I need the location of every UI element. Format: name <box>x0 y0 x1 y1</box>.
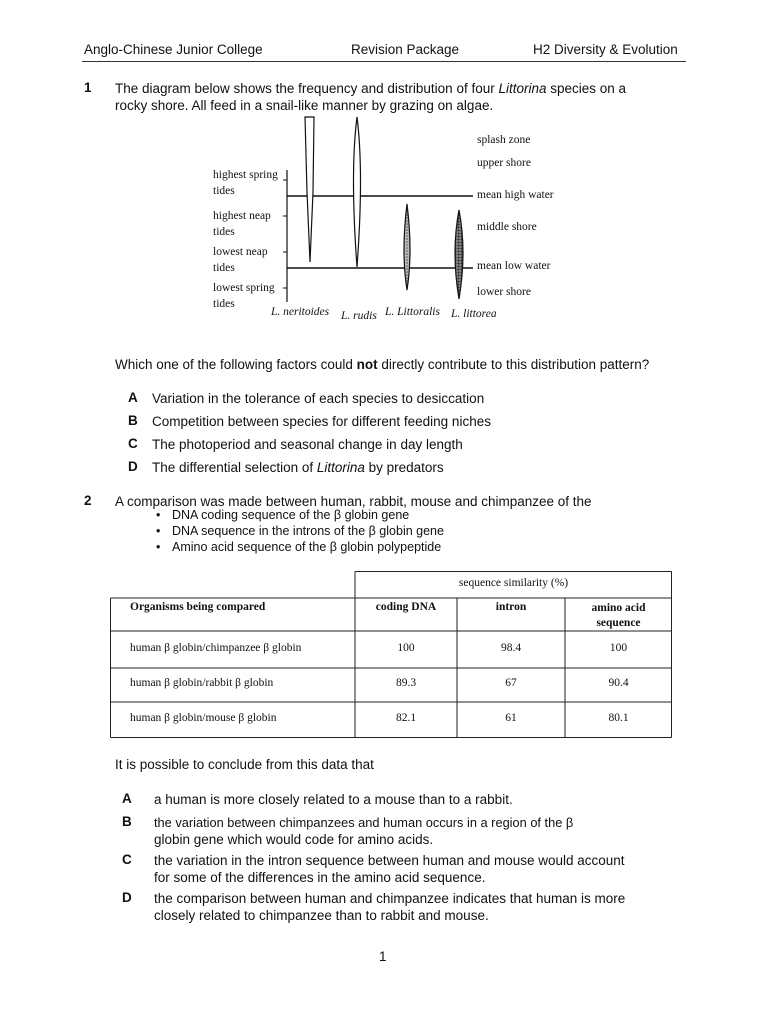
q2-option-d-text[interactable] <box>154 890 684 924</box>
q2-option-d-letter[interactable]: D <box>122 890 132 905</box>
littoralis-distribution <box>404 204 410 290</box>
q2-bullet-2: DNA sequence in the introns of the β globin gene <box>172 524 444 538</box>
label-highest-spring-2: tides <box>213 185 235 197</box>
q1-intro <box>115 80 675 114</box>
label-mean-high-water: mean high water <box>477 189 554 201</box>
label-highest-neap-2: tides <box>213 226 235 238</box>
label-lowest-neap <box>213 246 268 275</box>
q2-option-d-line2: closely related to chimpanzee than to rabbit and mouse. <box>154 908 489 923</box>
label-mean-low-water: mean low water <box>477 260 551 272</box>
q2-bullet-2-dot: • <box>156 524 161 538</box>
table-row-3-pair: human β globin/mouse β globin <box>130 712 277 724</box>
label-lower-shore: lower shore <box>477 286 531 298</box>
header-package: Revision Package <box>351 42 460 57</box>
littorea-distribution <box>455 210 463 299</box>
q1-number: 1 <box>84 80 92 95</box>
q1-option-c-text[interactable]: The photoperiod and seasonal change in day length <box>152 437 463 452</box>
header-topic: H2 Diversity & Evolution <box>533 42 678 57</box>
label-highest-spring-1: highest spring <box>213 169 278 181</box>
q2-option-c-line2: for some of the differences in the amino acid sequence. <box>154 870 486 885</box>
species-littorea: L. littorea <box>451 308 497 320</box>
q2-option-b-letter[interactable]: B <box>122 814 132 829</box>
table-col-coding: coding DNA <box>375 601 437 613</box>
q2-option-b-line1: the variation between chimpanzees and human occurs in a region of the β <box>154 815 574 830</box>
q2-option-c-text[interactable] <box>154 852 684 886</box>
table-row-3-coding: 82.1 <box>395 712 417 724</box>
table-row-1-amino: 100 <box>609 642 628 654</box>
q1-intro-text-end: species on a <box>546 81 627 96</box>
q2-option-d-line1: the comparison between human and chimpanzee indicates that human is more <box>154 891 626 906</box>
q1-option-d-italic: Littorina <box>316 460 365 475</box>
q1-option-a-text[interactable]: Variation in the tolerance of each species to desiccation <box>152 391 485 406</box>
shore-diagram <box>205 112 575 327</box>
label-lowest-spring <box>213 282 275 311</box>
q2-option-a-text[interactable] <box>154 791 674 808</box>
species-neritoides: L. neritoides <box>271 306 330 318</box>
q2-option-a-letter[interactable]: A <box>122 791 132 806</box>
q2-bullet-1-dot: • <box>156 508 161 522</box>
q1-question <box>115 356 649 373</box>
q1-intro-species: Littorina <box>498 81 547 96</box>
q2-intro: A comparison was made between human, rabbit, mouse and chimpanzee of the <box>115 494 592 509</box>
similarity-table <box>110 571 672 739</box>
q2-option-b-text[interactable] <box>154 814 674 848</box>
table-row-3-intron: 61 <box>505 712 517 724</box>
page-number: 1 <box>379 949 387 964</box>
q1-question-bold: not <box>356 357 378 372</box>
q1-option-b-letter[interactable]: B <box>128 413 138 428</box>
table-col-amino <box>565 601 672 631</box>
species-rudis: L. rudis <box>341 310 377 322</box>
q1-option-b-text[interactable]: Competition between species for different feeding niches <box>152 414 491 429</box>
q1-option-d-letter[interactable]: D <box>128 459 138 474</box>
table-row-1-intron: 98.4 <box>500 642 522 654</box>
q1-option-a-letter[interactable]: A <box>128 390 138 405</box>
label-upper-shore: upper shore <box>477 157 531 169</box>
q1-option-d-text[interactable] <box>152 459 444 476</box>
table-row-3-amino: 80.1 <box>608 712 629 724</box>
label-splash-zone: splash zone <box>477 134 531 146</box>
table-row-2-coding: 89.3 <box>395 677 417 689</box>
q2-option-b-line2: globin gene which would code for amino acids. <box>154 832 434 847</box>
label-lowest-spring-2: tides <box>213 298 235 310</box>
label-middle-shore: middle shore <box>477 221 537 233</box>
q2-bullet-3-dot: • <box>156 540 161 554</box>
q1-intro-line2: rocky shore. All feed in a snail-like manner by grazing on algae. <box>115 98 494 113</box>
table-row-1-pair: human β globin/chimpanzee β globin <box>130 642 302 654</box>
q2-option-a-line1: a human is more closely related to a mouse than to a rabbit. <box>154 792 513 807</box>
table-group-header: sequence similarity (%) <box>458 577 569 589</box>
label-highest-neap <box>213 210 271 239</box>
header-college: Anglo-Chinese Junior College <box>84 42 263 57</box>
table-col-intron: intron <box>495 601 527 613</box>
q2-bullet-3: Amino acid sequence of the β globin polypeptide <box>172 540 442 554</box>
q2-number: 2 <box>84 493 92 508</box>
table-col-amino-2: sequence <box>596 617 641 629</box>
table-row-2-intron: 67 <box>505 677 517 689</box>
label-lowest-spring-1: lowest spring <box>213 282 275 294</box>
header-rule <box>82 61 686 62</box>
label-highest-neap-1: highest neap <box>213 210 271 222</box>
label-lowest-neap-1: lowest neap <box>213 246 268 258</box>
q2-option-c-line1: the variation in the intron sequence between human and mouse would account <box>154 853 625 868</box>
q1-option-d-text-1: The differential selection of <box>152 460 317 475</box>
q2-conclude: It is possible to conclude from this data that <box>115 757 374 772</box>
label-lowest-neap-2: tides <box>213 262 235 274</box>
q1-option-d-text-2: by predators <box>364 460 444 475</box>
neritoides-distribution <box>305 117 314 262</box>
species-littoralis: L. Littoralis <box>385 306 440 318</box>
label-highest-spring <box>213 169 278 198</box>
table-row-1-coding: 100 <box>397 642 415 654</box>
table-col-amino-1: amino acid <box>591 602 646 614</box>
q1-question-text: Which one of the following factors could <box>115 357 357 372</box>
table-col-organisms: Organisms being compared <box>130 601 266 613</box>
rudis-distribution <box>354 117 361 267</box>
q2-option-c-letter[interactable]: C <box>122 852 132 867</box>
q1-intro-text: The diagram below shows the frequency and distribution of four <box>115 81 499 96</box>
q1-option-c-letter[interactable]: C <box>128 436 138 451</box>
table-row-2-amino: 90.4 <box>608 677 629 689</box>
q2-bullet-1: DNA coding sequence of the β globin gene <box>172 508 410 522</box>
q1-question-text-end: directly contribute to this distribution pattern? <box>377 357 650 372</box>
table-row-2-pair: human β globin/rabbit β globin <box>130 677 274 689</box>
